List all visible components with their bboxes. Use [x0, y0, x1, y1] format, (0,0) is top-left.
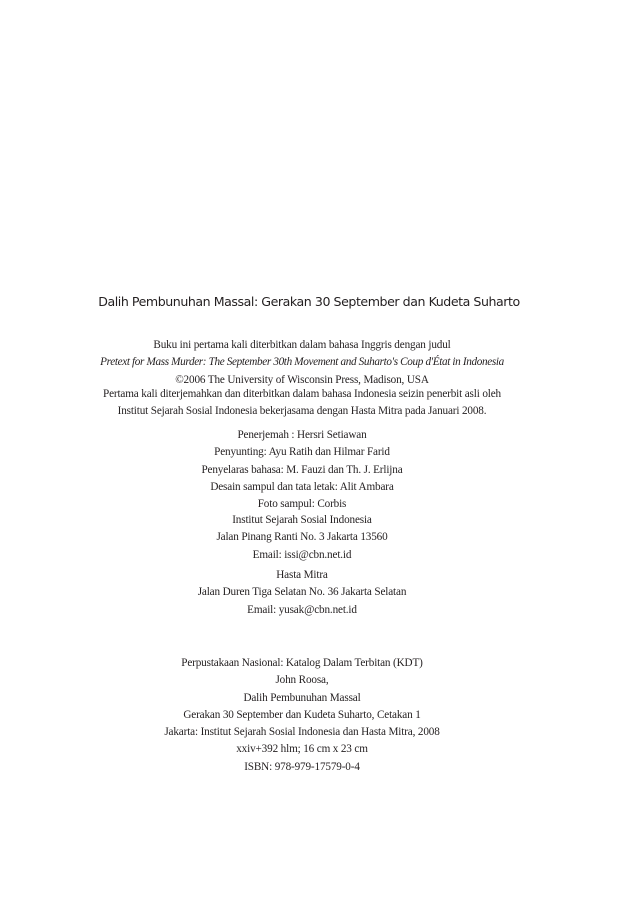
- catalog-heading: Perpustakaan Nasional: Katalog Dalam Terbitan (KDT): [181, 657, 423, 669]
- publisher-hasta-name: Hasta Mitra: [276, 569, 328, 581]
- publisher-hasta-email: Email: yusak@cbn.net.id: [247, 603, 357, 616]
- original-edition-note: Buku ini pertama kali diterbitkan dalam bahasa Inggris dengan judul: [153, 339, 451, 351]
- language-editors-credit: Penyelaras bahasa: M. Fauzi dan Th. J. Erlijna: [201, 463, 403, 476]
- catalog-extent: xxiv+392 hlm; 16 cm x 23 cm: [236, 743, 368, 756]
- copyright-notice: ©2006 The University of Wisconsin Press, Madison, USA: [175, 373, 429, 386]
- publisher-hasta-block: [0, 567, 604, 619]
- publisher-issi-email: Email: issi@cbn.net.id: [252, 548, 352, 561]
- translator-credit: Penerjemah : Hersri Setiawan: [237, 429, 367, 441]
- original-edition-block: [0, 337, 604, 389]
- publisher-issi-name: Institut Sejarah Sosial Indonesia: [232, 514, 372, 526]
- original-title: Pretext for Mass Murder: The September 30th Movement and Suharto's Coup d'État in Indonesia: [100, 356, 504, 369]
- catalog-isbn: ISBN: 978-979-17579-0-4: [244, 760, 360, 773]
- publisher-hasta-address: Jalan Duren Tiga Selatan No. 36 Jakarta Selatan: [197, 586, 407, 599]
- credits-block: [0, 427, 604, 513]
- catalog-book-title: Dalih Pembunuhan Massal: [243, 691, 361, 704]
- editors-credit: Penyunting: Ayu Ratih dan Hilmar Farid: [214, 446, 390, 459]
- publisher-issi-address: Jalan Pinang Ranti No. 3 Jakarta 13560: [216, 531, 388, 544]
- catalog-publisher: Jakarta: Institut Sejarah Sosial Indonesia dan Hasta Mitra, 2008: [164, 726, 440, 739]
- translation-note-line-2: Institut Sejarah Sosial Indonesia bekerjasama dengan Hasta Mitra pada Januari 2008.: [117, 405, 487, 418]
- book-title: Dalih Pembunuhan Massal: Gerakan 30 September dan Kudeta Suharto: [98, 294, 520, 309]
- catalog-subtitle: Gerakan 30 September dan Kudeta Suharto, Cetakan 1: [183, 708, 421, 721]
- translation-note-block: [0, 386, 604, 421]
- cover-photo-credit: Foto sampul: Corbis: [257, 498, 347, 511]
- translation-note-line-1: Pertama kali diterjemahkan dan diterbitkan dalam bahasa Indonesia seizin penerbit asli oleh: [103, 388, 501, 400]
- catalog-block: [0, 655, 604, 776]
- design-credit: Desain sampul dan tata letak: Alit Ambara: [210, 480, 394, 493]
- catalog-author: John Roosa,: [275, 674, 329, 687]
- publisher-issi-block: [0, 512, 604, 564]
